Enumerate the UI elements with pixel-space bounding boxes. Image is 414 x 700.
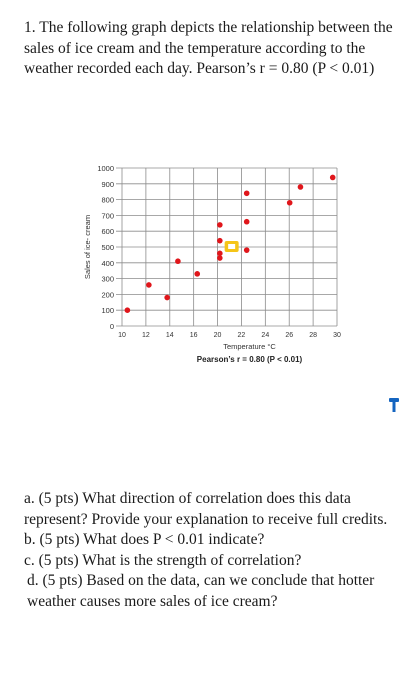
highlight-marker-inner <box>228 244 235 249</box>
x-tick-label: 30 <box>333 332 341 339</box>
x-tick-label: 12 <box>141 332 150 339</box>
question-intro: 1. The following graph depicts the relationship between the sales of ice cream and the temperature according to the weather recorded each day. Pearson’s r = 0.80 (P < 0.01) <box>24 19 393 77</box>
scatter-chart <box>78 158 368 388</box>
y-tick-label: 500 <box>101 243 114 252</box>
x-tick-label: 16 <box>189 332 198 339</box>
data-point <box>287 200 293 206</box>
data-point <box>244 190 250 196</box>
question-part-a: a. (5 pts) What direction of correlation does this data represent? Provide your explanation to receive full credits. <box>24 490 388 528</box>
x-tick-label: 20 <box>213 332 222 339</box>
data-point <box>194 271 200 277</box>
y-tick-label: 600 <box>101 227 114 237</box>
question-part-c: c. (5 pts) What is the strength of correlation? <box>24 551 302 569</box>
chart-caption: Pearson’s r = 0.80 (P < 0.01) <box>196 355 303 364</box>
question-part-b: b. (5 pts) What does P < 0.01 indicate? <box>24 531 265 548</box>
data-point <box>298 184 304 190</box>
x-tick-label: 22 <box>237 332 246 339</box>
data-point <box>175 258 181 264</box>
x-tick-label: 26 <box>285 332 294 339</box>
x-tick-label: 14 <box>165 332 174 339</box>
data-point <box>125 307 131 313</box>
pin-icon <box>389 398 399 412</box>
y-tick-label: 400 <box>101 258 114 268</box>
x-tick-label: 24 <box>261 332 270 339</box>
y-tick-label: 800 <box>101 195 114 205</box>
y-axis-title: Sales of ice- cream <box>83 214 92 280</box>
y-tick-label: 300 <box>101 274 114 284</box>
x-tick-label: 28 <box>309 332 318 339</box>
y-tick-label: 700 <box>101 211 114 221</box>
data-point <box>330 175 336 181</box>
data-point <box>244 247 250 253</box>
y-tick-label: 100 <box>101 306 114 316</box>
y-tick-label: 200 <box>101 290 114 300</box>
data-point <box>217 222 223 228</box>
x-axis-title: Temperature °C <box>223 342 276 351</box>
x-tick-label: 10 <box>118 332 126 339</box>
data-point <box>217 251 223 257</box>
data-point <box>146 282 152 288</box>
data-point <box>244 219 250 225</box>
chart-svg <box>78 158 368 388</box>
data-point <box>217 238 223 244</box>
data-point <box>164 295 170 301</box>
y-tick-label: 900 <box>101 179 114 189</box>
question-part-d: d. (5 pts) Based on the data, can we conclude that hotter weather causes more sales of ice cream? <box>27 572 375 610</box>
y-tick-label: 0 <box>109 322 114 331</box>
y-tick-label: 1000 <box>97 164 114 173</box>
question-parts <box>24 489 394 612</box>
